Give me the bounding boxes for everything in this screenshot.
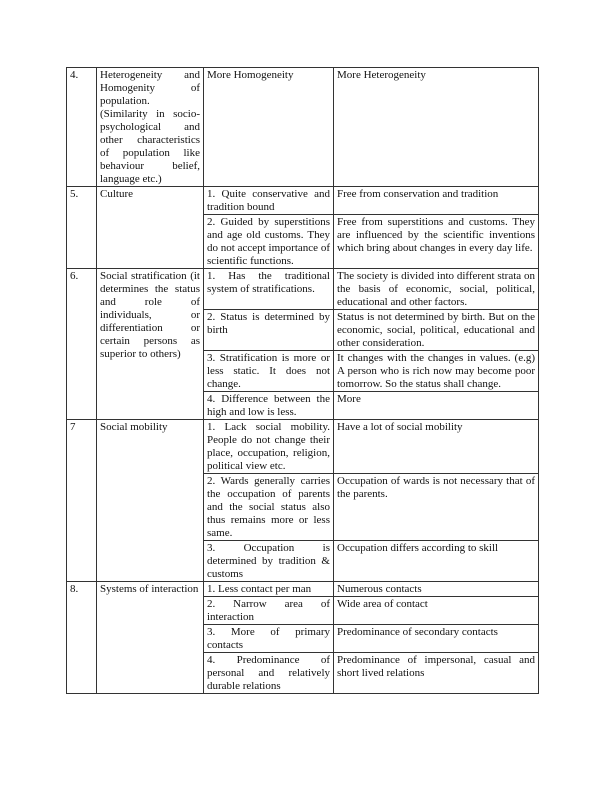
rural-cell: 2. Guided by superstitions and age old customs. They do not accept importance of scientific functions. (204, 215, 334, 269)
rural-cell: 1. Lack social mobility. People do not change their place, occupation, religion, political view etc. (204, 420, 334, 474)
urban-cell: Free from superstitions and customs. They are influenced by the scientific inventions which bring about changes in every day life. (334, 215, 539, 269)
rural-cell: 1. Has the traditional system of stratifications. (204, 269, 334, 310)
urban-cell: It changes with the changes in values. (e.g) A person who is rich now may become poor tomorrow. So the status shall change. (334, 351, 539, 392)
characteristic-cell: Systems of interaction (97, 582, 204, 694)
characteristic-cell: Heterogeneity and Homogenity of population. (Similarity in socio-psychological and other characteristics of population like behaviour belief, language etc.) (97, 68, 204, 187)
row-number-cell: 6. (67, 269, 97, 420)
urban-cell: The society is divided into different strata on the basis of economic, social, political, educational and other factors. (334, 269, 539, 310)
rural-cell: More Homogeneity (204, 68, 334, 187)
rural-cell: 2. Status is determined by birth (204, 310, 334, 351)
table-body (67, 68, 539, 694)
comparison-table (66, 67, 539, 694)
row-number-cell: 8. (67, 582, 97, 694)
row-number-cell: 7 (67, 420, 97, 582)
table-row (67, 68, 539, 187)
urban-cell: Wide area of contact (334, 597, 539, 625)
characteristic-cell: Social mobility (97, 420, 204, 582)
table-row (67, 420, 539, 474)
rural-cell: 4. Predominance of personal and relatively durable relations (204, 653, 334, 694)
table-row (67, 582, 539, 597)
urban-cell: Have a lot of social mobility (334, 420, 539, 474)
urban-cell: Predominance of impersonal, casual and short lived relations (334, 653, 539, 694)
row-number-cell: 5. (67, 187, 97, 269)
urban-cell: More (334, 392, 539, 420)
urban-cell: Occupation differs according to skill (334, 541, 539, 582)
urban-cell: Numerous contacts (334, 582, 539, 597)
urban-cell: More Heterogeneity (334, 68, 539, 187)
characteristic-cell: Culture (97, 187, 204, 269)
rural-cell: 3. More of primary contacts (204, 625, 334, 653)
rural-cell: 3. Stratification is more or less static. It does not change. (204, 351, 334, 392)
table-row (67, 187, 539, 215)
urban-cell: Free from conservation and tradition (334, 187, 539, 215)
rural-cell: 2. Narrow area of interaction (204, 597, 334, 625)
rural-cell: 3. Occupation is determined by tradition & customs (204, 541, 334, 582)
urban-cell: Predominance of secondary contacts (334, 625, 539, 653)
table-row (67, 269, 539, 310)
rural-cell: 2. Wards generally carries the occupation of parents and the social status also thus remains more or less same. (204, 474, 334, 541)
rural-cell: 4. Difference between the high and low is less. (204, 392, 334, 420)
rural-cell: 1. Less contact per man (204, 582, 334, 597)
rural-cell: 1. Quite conservative and tradition bound (204, 187, 334, 215)
row-number-cell: 4. (67, 68, 97, 187)
urban-cell: Occupation of wards is not necessary that of the parents. (334, 474, 539, 541)
characteristic-cell: Social stratification (it determines the status and role of individuals, or differentiation or certain persons as superior to others) (97, 269, 204, 420)
urban-cell: Status is not determined by birth. But on the economic, social, political, educational and other consideration. (334, 310, 539, 351)
